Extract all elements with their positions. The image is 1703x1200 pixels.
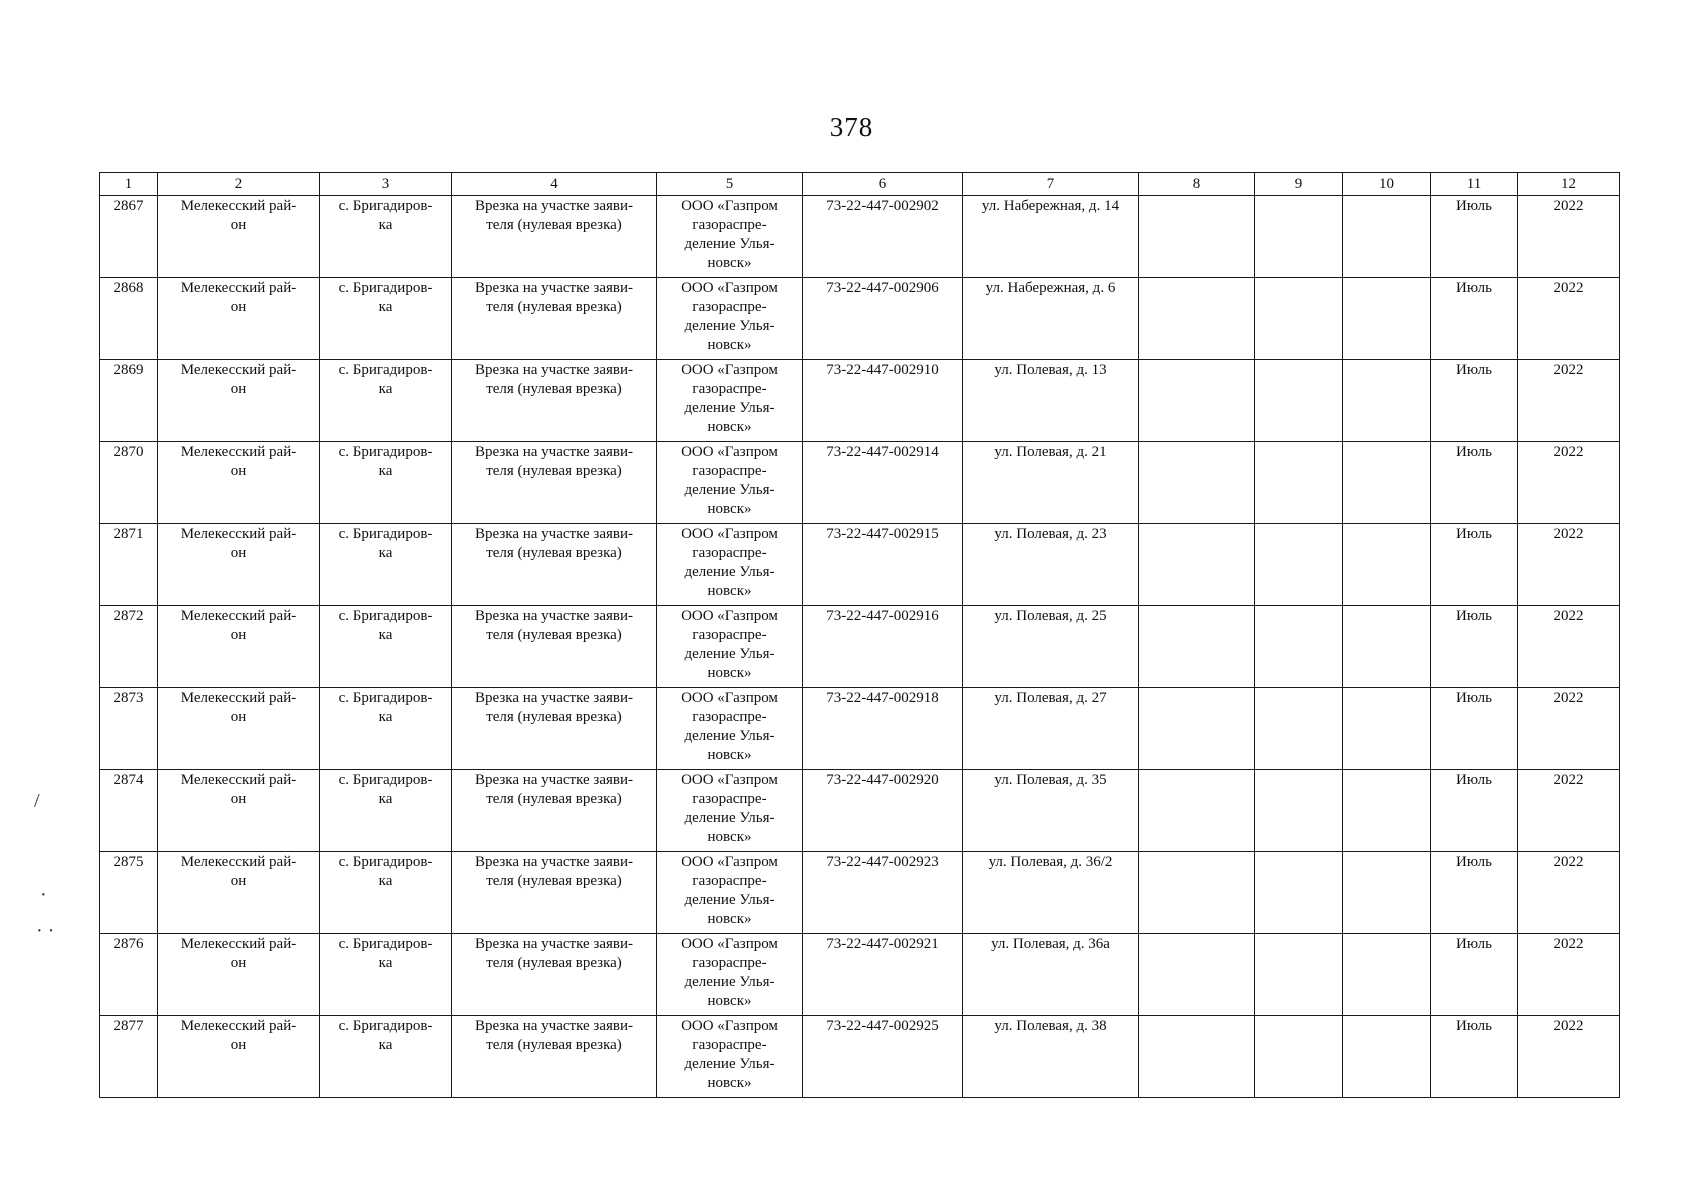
organization-cell: ООО «Газпром газораспре- деление Улья- новск»	[657, 606, 803, 688]
district-cell: Мелекесский рай- он	[158, 196, 320, 278]
object-code-cell: 73-22-447-002918	[803, 688, 963, 770]
column-9-cell	[1255, 852, 1343, 934]
organization-cell: ООО «Газпром газораспре- деление Улья- новск»	[657, 360, 803, 442]
work-type-cell: Врезка на участке заяви- теля (нулевая врезка)	[452, 278, 657, 360]
column-8-cell	[1139, 360, 1255, 442]
work-type-cell: Врезка на участке заяви- теля (нулевая врезка)	[452, 524, 657, 606]
table-row	[100, 442, 1620, 524]
month-cell: Июль	[1431, 606, 1518, 688]
table-row	[100, 606, 1620, 688]
table-row	[100, 688, 1620, 770]
district-cell: Мелекесский рай- он	[158, 278, 320, 360]
organization-cell: ООО «Газпром газораспре- деление Улья- новск»	[657, 688, 803, 770]
work-type-cell: Врезка на участке заяви- теля (нулевая врезка)	[452, 606, 657, 688]
address-cell: ул. Набережная, д. 6	[963, 278, 1139, 360]
object-code-cell: 73-22-447-002916	[803, 606, 963, 688]
object-code-cell: 73-22-447-002920	[803, 770, 963, 852]
column-8-cell	[1139, 934, 1255, 1016]
year-cell: 2022	[1518, 196, 1620, 278]
organization-cell: ООО «Газпром газораспре- деление Улья- новск»	[657, 442, 803, 524]
column-10-cell	[1343, 278, 1431, 360]
scan-mark: ·	[40, 884, 47, 906]
object-code-cell: 73-22-447-002921	[803, 934, 963, 1016]
year-cell: 2022	[1518, 770, 1620, 852]
column-8-cell	[1139, 278, 1255, 360]
object-code-cell: 73-22-447-002915	[803, 524, 963, 606]
table-row	[100, 770, 1620, 852]
locality-cell: с. Бригадиров- ка	[320, 442, 452, 524]
district-cell: Мелекесский рай- он	[158, 524, 320, 606]
row-number: 2871	[100, 524, 158, 606]
month-cell: Июль	[1431, 852, 1518, 934]
column-header: 1	[100, 173, 158, 196]
address-cell: ул. Полевая, д. 38	[963, 1016, 1139, 1098]
column-9-cell	[1255, 196, 1343, 278]
locality-cell: с. Бригадиров- ка	[320, 770, 452, 852]
row-number: 2867	[100, 196, 158, 278]
column-8-cell	[1139, 442, 1255, 524]
work-type-cell: Врезка на участке заяви- теля (нулевая врезка)	[452, 442, 657, 524]
scan-mark: · ·	[36, 920, 55, 942]
locality-cell: с. Бригадиров- ка	[320, 852, 452, 934]
year-cell: 2022	[1518, 278, 1620, 360]
locality-cell: с. Бригадиров- ка	[320, 524, 452, 606]
work-type-cell: Врезка на участке заяви- теля (нулевая врезка)	[452, 770, 657, 852]
district-cell: Мелекесский рай- он	[158, 606, 320, 688]
column-header: 7	[963, 173, 1139, 196]
column-10-cell	[1343, 606, 1431, 688]
month-cell: Июль	[1431, 1016, 1518, 1098]
month-cell: Июль	[1431, 196, 1518, 278]
page-number: 378	[829, 112, 874, 142]
organization-cell: ООО «Газпром газораспре- деление Улья- новск»	[657, 1016, 803, 1098]
column-10-cell	[1343, 770, 1431, 852]
work-type-cell: Врезка на участке заяви- теля (нулевая врезка)	[452, 196, 657, 278]
row-number: 2868	[100, 278, 158, 360]
table-row	[100, 934, 1620, 1016]
locality-cell: с. Бригадиров- ка	[320, 196, 452, 278]
column-9-cell	[1255, 360, 1343, 442]
district-cell: Мелекесский рай- он	[158, 852, 320, 934]
address-cell: ул. Полевая, д. 21	[963, 442, 1139, 524]
row-number: 2873	[100, 688, 158, 770]
address-cell: ул. Набережная, д. 14	[963, 196, 1139, 278]
month-cell: Июль	[1431, 934, 1518, 1016]
locality-cell: с. Бригадиров- ка	[320, 360, 452, 442]
row-number: 2874	[100, 770, 158, 852]
row-number: 2872	[100, 606, 158, 688]
locality-cell: с. Бригадиров- ка	[320, 934, 452, 1016]
column-8-cell	[1139, 770, 1255, 852]
organization-cell: ООО «Газпром газораспре- деление Улья- новск»	[657, 278, 803, 360]
column-9-cell	[1255, 278, 1343, 360]
object-code-cell: 73-22-447-002925	[803, 1016, 963, 1098]
organization-cell: ООО «Газпром газораспре- деление Улья- новск»	[657, 196, 803, 278]
column-header: 3	[320, 173, 452, 196]
district-cell: Мелекесский рай- он	[158, 1016, 320, 1098]
column-10-cell	[1343, 688, 1431, 770]
address-cell: ул. Полевая, д. 36/2	[963, 852, 1139, 934]
work-type-cell: Врезка на участке заяви- теля (нулевая врезка)	[452, 688, 657, 770]
year-cell: 2022	[1518, 1016, 1620, 1098]
column-9-cell	[1255, 688, 1343, 770]
column-header: 10	[1343, 173, 1431, 196]
month-cell: Июль	[1431, 360, 1518, 442]
work-type-cell: Врезка на участке заяви- теля (нулевая врезка)	[452, 852, 657, 934]
column-9-cell	[1255, 442, 1343, 524]
district-cell: Мелекесский рай- он	[158, 360, 320, 442]
work-type-cell: Врезка на участке заяви- теля (нулевая врезка)	[452, 360, 657, 442]
column-8-cell	[1139, 196, 1255, 278]
locality-cell: с. Бригадиров- ка	[320, 278, 452, 360]
district-cell: Мелекесский рай- он	[158, 934, 320, 1016]
column-9-cell	[1255, 934, 1343, 1016]
column-header: 5	[657, 173, 803, 196]
register-table	[99, 172, 1620, 1098]
year-cell: 2022	[1518, 688, 1620, 770]
column-9-cell	[1255, 606, 1343, 688]
column-8-cell	[1139, 688, 1255, 770]
table-row	[100, 360, 1620, 442]
scan-mark: /	[34, 790, 40, 812]
row-number: 2875	[100, 852, 158, 934]
organization-cell: ООО «Газпром газораспре- деление Улья- новск»	[657, 852, 803, 934]
register-body	[100, 196, 1620, 1098]
year-cell: 2022	[1518, 524, 1620, 606]
locality-cell: с. Бригадиров- ка	[320, 1016, 452, 1098]
month-cell: Июль	[1431, 278, 1518, 360]
year-cell: 2022	[1518, 606, 1620, 688]
organization-cell: ООО «Газпром газораспре- деление Улья- новск»	[657, 934, 803, 1016]
address-cell: ул. Полевая, д. 35	[963, 770, 1139, 852]
column-header: 4	[452, 173, 657, 196]
column-10-cell	[1343, 524, 1431, 606]
column-10-cell	[1343, 1016, 1431, 1098]
column-header: 9	[1255, 173, 1343, 196]
district-cell: Мелекесский рай- он	[158, 770, 320, 852]
district-cell: Мелекесский рай- он	[158, 688, 320, 770]
column-9-cell	[1255, 770, 1343, 852]
month-cell: Июль	[1431, 524, 1518, 606]
district-cell: Мелекесский рай- он	[158, 442, 320, 524]
month-cell: Июль	[1431, 770, 1518, 852]
column-header: 12	[1518, 173, 1620, 196]
month-cell: Июль	[1431, 442, 1518, 524]
work-type-cell: Врезка на участке заяви- теля (нулевая врезка)	[452, 1016, 657, 1098]
table-row	[100, 1016, 1620, 1098]
column-number-row	[100, 173, 1620, 196]
column-8-cell	[1139, 852, 1255, 934]
address-cell: ул. Полевая, д. 36а	[963, 934, 1139, 1016]
row-number: 2877	[100, 1016, 158, 1098]
locality-cell: с. Бригадиров- ка	[320, 688, 452, 770]
column-8-cell	[1139, 606, 1255, 688]
row-number: 2876	[100, 934, 158, 1016]
object-code-cell: 73-22-447-002910	[803, 360, 963, 442]
address-cell: ул. Полевая, д. 27	[963, 688, 1139, 770]
column-10-cell	[1343, 196, 1431, 278]
address-cell: ул. Полевая, д. 23	[963, 524, 1139, 606]
locality-cell: с. Бригадиров- ка	[320, 606, 452, 688]
year-cell: 2022	[1518, 442, 1620, 524]
column-header: 2	[158, 173, 320, 196]
column-header: 8	[1139, 173, 1255, 196]
column-10-cell	[1343, 934, 1431, 1016]
organization-cell: ООО «Газпром газораспре- деление Улья- новск»	[657, 524, 803, 606]
year-cell: 2022	[1518, 852, 1620, 934]
address-cell: ул. Полевая, д. 25	[963, 606, 1139, 688]
column-header: 11	[1431, 173, 1518, 196]
column-8-cell	[1139, 1016, 1255, 1098]
year-cell: 2022	[1518, 934, 1620, 1016]
column-header: 6	[803, 173, 963, 196]
table-row	[100, 852, 1620, 934]
column-10-cell	[1343, 442, 1431, 524]
organization-cell: ООО «Газпром газораспре- деление Улья- новск»	[657, 770, 803, 852]
table-row	[100, 196, 1620, 278]
row-number: 2870	[100, 442, 158, 524]
table-row	[100, 524, 1620, 606]
address-cell: ул. Полевая, д. 13	[963, 360, 1139, 442]
table-row	[100, 278, 1620, 360]
row-number: 2869	[100, 360, 158, 442]
column-9-cell	[1255, 1016, 1343, 1098]
column-10-cell	[1343, 360, 1431, 442]
object-code-cell: 73-22-447-002923	[803, 852, 963, 934]
column-10-cell	[1343, 852, 1431, 934]
object-code-cell: 73-22-447-002906	[803, 278, 963, 360]
work-type-cell: Врезка на участке заяви- теля (нулевая врезка)	[452, 934, 657, 1016]
object-code-cell: 73-22-447-002902	[803, 196, 963, 278]
year-cell: 2022	[1518, 360, 1620, 442]
column-9-cell	[1255, 524, 1343, 606]
month-cell: Июль	[1431, 688, 1518, 770]
object-code-cell: 73-22-447-002914	[803, 442, 963, 524]
column-8-cell	[1139, 524, 1255, 606]
